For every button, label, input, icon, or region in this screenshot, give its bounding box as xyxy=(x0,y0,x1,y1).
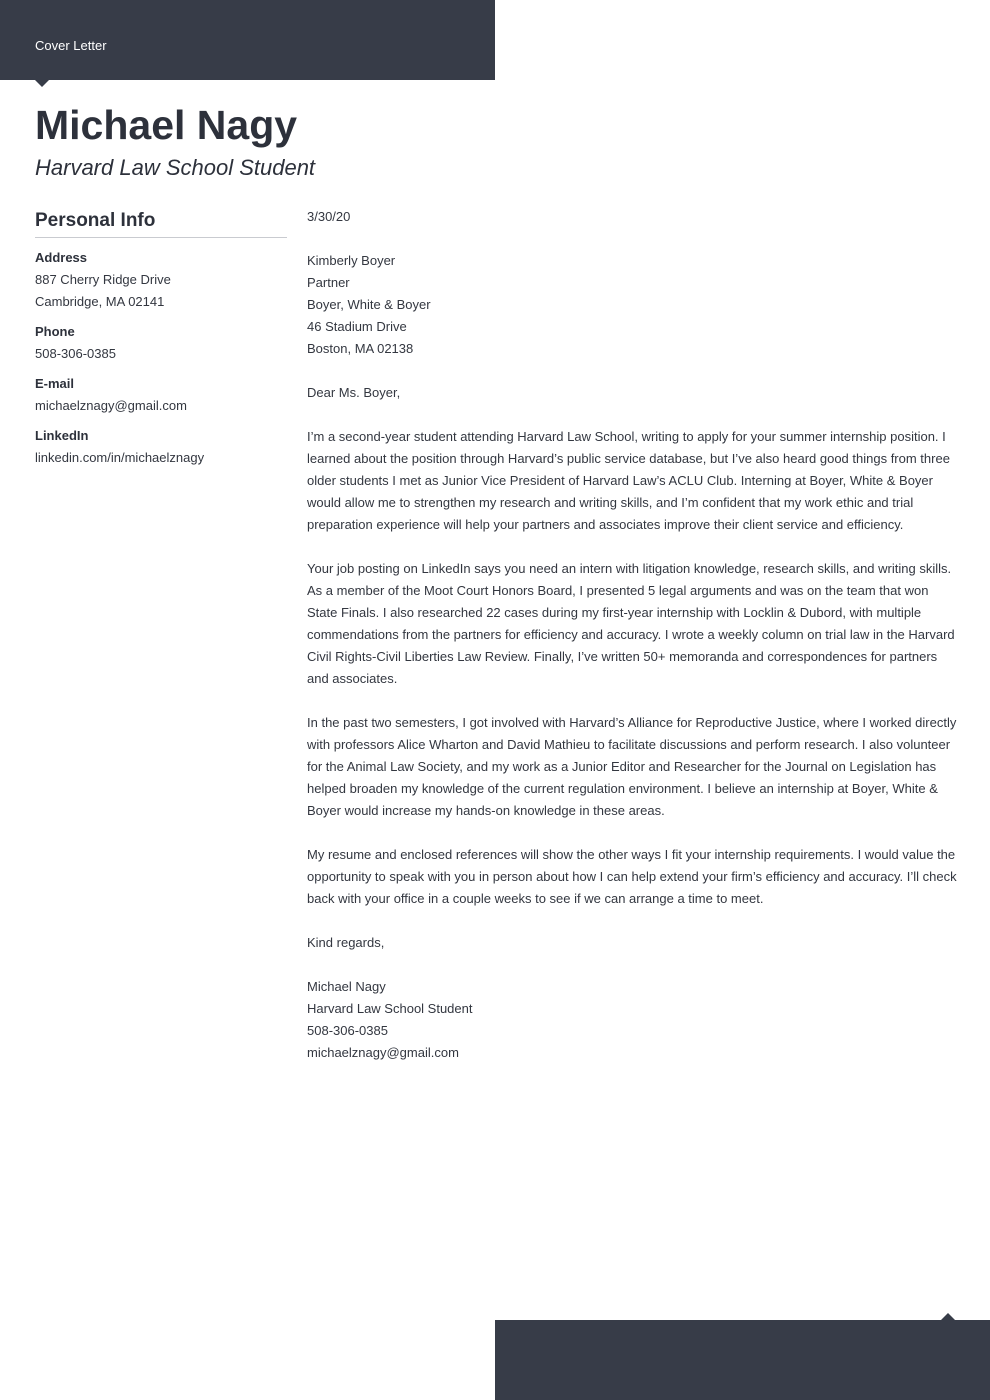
body-paragraph-1: I’m a second-year student attending Harvard Law School, writing to apply for your summer internship position. I learned about the position through Harvard’s public service database, but I’ve also heard good things from three older students I met as Junior Vice President of Harvard Law’s ACLU Club. Interning at Boyer, White & Boyer would allow me to strengthen my research and writing skills, and I’m confident that my work ethic and trial preparation experience will help your partners and associates improve their client service and efficiency. xyxy=(307,429,950,532)
email-value: michaelznagy@gmail.com xyxy=(35,398,187,413)
body-paragraph-3: In the past two semesters, I got involved with Harvard’s Alliance for Reproductive Justice, where I worked directly with professors Alice Wharton and David Mathieu to facilitate discussions and perform research. I also volunteer for the Animal Law Society, and my work as a Junior Editor and Researcher for the Journal on Legislation has helped broaden my knowledge of the current regulation environment. I believe an internship at Boyer, White & Boyer would increase my hands-on knowledge in these areas. xyxy=(307,715,957,818)
footer-band xyxy=(495,1320,990,1400)
body-paragraph-2: Your job posting on LinkedIn says you need an intern with litigation knowledge, research skills, and writing skills. As a member of the Moot Court Honors Board, I presented 5 legal arguments and was on the team that won State Finals. I also researched 22 cases during my first-year internship with Locklin & Dubord, with multiple commendations from the partners for efficiency and accuracy. I wrote a weekly column on trial law in the Harvard Civil Rights-Civil Liberties Law Review. Finally, I’ve written 50+ memoranda and correspondences for partners and associates. xyxy=(307,561,955,686)
signature-phone: 508-306-0385 xyxy=(307,1023,388,1038)
email-group xyxy=(35,373,287,417)
phone-value: 508-306-0385 xyxy=(35,346,116,361)
salutation: Dear Ms. Boyer, xyxy=(307,385,401,400)
personal-info-heading: Personal Info xyxy=(35,208,287,238)
personal-info-sidebar xyxy=(35,208,287,477)
letter-date: 3/30/20 xyxy=(307,209,351,224)
signature-name: Michael Nagy xyxy=(307,979,386,994)
linkedin-value: linkedin.com/in/michaelznagy xyxy=(35,450,205,465)
recipient-street: 46 Stadium Drive xyxy=(307,319,407,334)
linkedin-group xyxy=(35,425,287,469)
address-line-1: 887 Cherry Ridge Drive xyxy=(35,272,171,287)
body-paragraph-4: My resume and enclosed references will show the other ways I fit your internship requirements. I would value the opportunity to speak with you in person about how I can help extend your firm’s efficiency and accuracy. I’ll check back with your office in a couple weeks to see if we can arrange a time to meet. xyxy=(307,847,957,906)
recipient-name: Kimberly Boyer xyxy=(307,253,396,268)
recipient-position: Partner xyxy=(307,275,350,290)
signature-email: michaelznagy@gmail.com xyxy=(307,1045,459,1060)
phone-label: Phone xyxy=(35,324,75,339)
phone-group xyxy=(35,321,287,365)
applicant-title: Harvard Law School Student xyxy=(35,155,316,180)
linkedin-label: LinkedIn xyxy=(35,428,89,443)
address-group xyxy=(35,247,287,313)
recipient-city: Boston, MA 02138 xyxy=(307,341,414,356)
closing: Kind regards, xyxy=(307,935,385,950)
letter-body xyxy=(307,206,957,1064)
address-label: Address xyxy=(35,250,88,265)
header-band xyxy=(0,0,495,80)
signature-title: Harvard Law School Student xyxy=(307,1001,473,1016)
recipient-company: Boyer, White & Boyer xyxy=(307,297,431,312)
email-label: E-mail xyxy=(35,376,75,391)
address-line-2: Cambridge, MA 02141 xyxy=(35,294,165,309)
header-notch xyxy=(35,80,49,87)
recipient-block xyxy=(307,250,957,360)
document-type-label: Cover Letter xyxy=(35,38,107,53)
footer-notch xyxy=(941,1313,955,1320)
signature-block xyxy=(307,976,957,1064)
applicant-name: Michael Nagy xyxy=(35,102,298,148)
